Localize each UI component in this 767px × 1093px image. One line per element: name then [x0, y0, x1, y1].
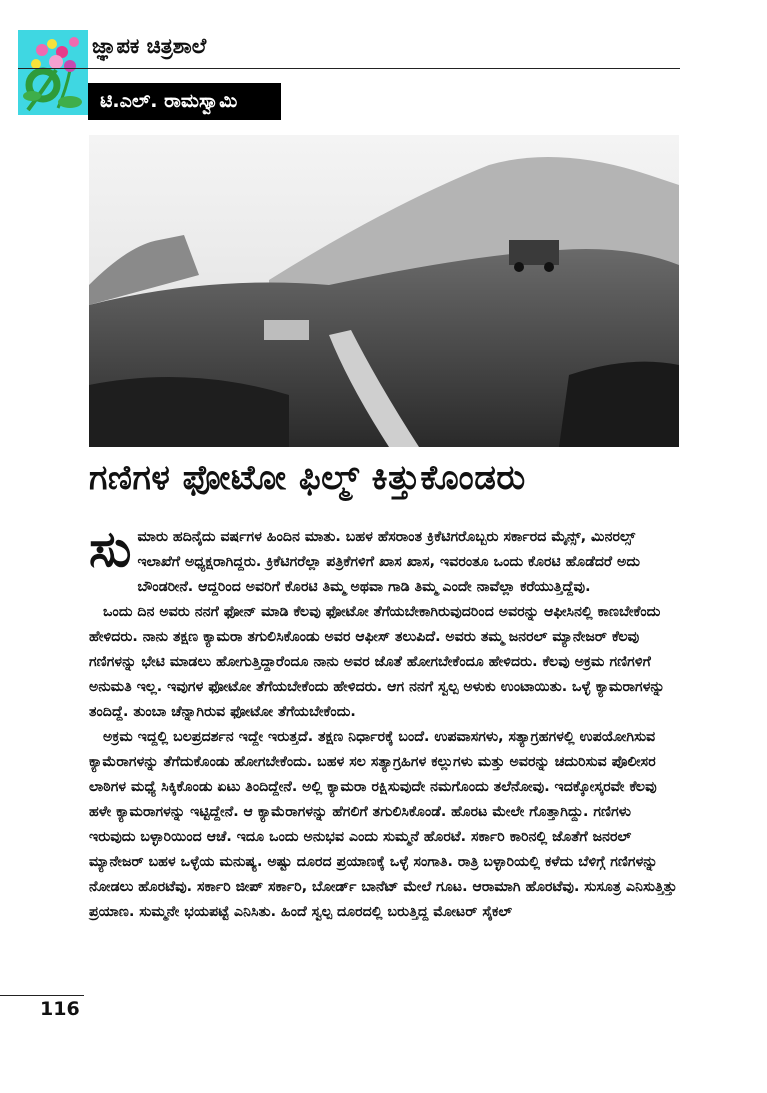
paragraph-text: ಮಾರು ಹದಿನೈದು ವರ್ಷಗಳ ಹಿಂದಿನ ಮಾತು. ಬಹಳ ಹೆಸರಾಂತ ಕ್ರಿಕೆಟಿಗರೊಬ್ಬರು ಸರ್ಕಾರದ ಮೈನ್ಸ್, ಮಿನರಲ್ಸ್ ಇಲಾಖೆಗೆ ಅಧ್ಯಕ್ಷರಾಗಿದ್ದರು. ಕ್ರಿಕೆಟಿಗರೆಲ್ಲಾ ಪತ್ರಿಕೆಗಳಿಗೆ ಖಾಸ ಖಾಸ, ಇವರಂತೂ ಒಂದು ಕೊರಟಿ ಹೊಡೆದರೆ ಅದು ಬೌಂಡರೀನೆ. ಆದ್ದರಿಂದ ಅವರಿಗೆ ಕೊರಟಿ ತಿಮ್ಮ ಅಥವಾ ಗಾಡಿ ತಿಮ್ಮ ಎಂದೇ ನಾವೆಲ್ಲಾ ಕರೆಯುತ್ತಿದ್ದೆವು. — [137, 529, 641, 595]
article-headline: ಗಣಿಗಳ ಫೋಟೋ ಫಿಲ್ಮ್ ಕಿತ್ತುಕೊಂಡರು — [89, 458, 526, 498]
series-title: ಜ್ಞಾಪಕ ಚಿತ್ರಶಾಲೆ — [92, 34, 207, 58]
page-number: 116 — [40, 998, 80, 1020]
drop-cap: ಸು — [89, 520, 132, 578]
author-box — [88, 83, 281, 120]
series-logo — [18, 30, 88, 115]
footer-divider — [0, 995, 84, 996]
paragraph — [89, 520, 679, 600]
article-body — [89, 520, 679, 925]
author-name: ಟಿ.ಎಲ್. ರಾಮಸ್ವಾಮಿ — [100, 90, 238, 112]
flower-bouquet-icon — [18, 30, 88, 115]
header-divider — [18, 68, 680, 69]
paragraph: ಒಂದು ದಿನ ಅವರು ನನಗೆ ಫೋನ್ ಮಾಡಿ ಕೆಲವು ಫೋಟೋ ತೆಗೆಯಬೇಕಾಗಿರುವುದರಿಂದ ಅವರನ್ನು ಆಫೀಸಿನಲ್ಲಿ ಕಾಣಬೇಕೆಂದು ಹೇಳಿದರು. ನಾನು ತಕ್ಷಣ ಕ್ಯಾಮರಾ ತಗುಲಿಸಿಕೊಂಡು ಅವರ ಆಫೀಸ್ ತಲುಪಿದೆ. ಅವರು ತಮ್ಮ ಜನರಲ್ ಮ್ಯಾನೇಜರ್ ಕೆಲವು ಗಣಿಗಳನ್ನು ಭೇಟಿ ಮಾಡಲು ಹೋಗುತ್ತಿದ್ದಾರೆಂದೂ ನಾನು ಅವರ ಜೊತೆ ಹೋಗಬೇಕೆಂದೂ ಹೇಳಿದರು. ಕೆಲವು ಅಕ್ರಮ ಗಣಿಗಳಿಗೆ ಅನುಮತಿ ಇಲ್ಲ. ಇವುಗಳ ಫೋಟೋ ತೆಗೆಯಬೇಕೆಂದು ಹೇಳಿದರು. ಆಗ ನನಗೆ ಸ್ವಲ್ಪ ಅಳುಕು ಉಂಟಾಯಿತು. ಒಳ್ಳೆ ಕ್ಯಾಮರಾಗಳನ್ನು ತಂದಿದ್ದೆ. ತುಂಬಾ ಚೆನ್ನಾಗಿರುವ ಫೋಟೋ ತೆಗೆಯಬೇಕೆಂದು. — [89, 604, 665, 720]
article-photo — [89, 135, 679, 447]
paragraph: ಅಕ್ರಮ ಇದ್ದಲ್ಲಿ ಬಲಪ್ರದರ್ಶನ ಇದ್ದೇ ಇರುತ್ತದೆ. ತಕ್ಷಣ ನಿರ್ಧಾರಕ್ಕೆ ಬಂದೆ. ಉಪವಾಸಗಳು, ಸತ್ಯಾಗ್ರಹಗಳಲ್ಲಿ ಉಪಯೋಗಿಸುವ ಕ್ಯಾಮೆರಾಗಳನ್ನು ತೆಗೆದುಕೊಂಡು ಹೋಗಬೇಕೆಂದು. ಬಹಳ ಸಲ ಸತ್ಯಾಗ್ರಹಿಗಳ ಕಲ್ಲುಗಳು ಮತ್ತು ಅವರನ್ನು ಚದುರಿಸುವ ಪೊಲೀಸರ ಲಾಠಿಗಳ ಮಧ್ಯೆ ಸಿಕ್ಕಿಕೊಂಡು ಏಟು ತಿಂದಿದ್ದೇನೆ. ಅಲ್ಲಿ ಕ್ಯಾಮರಾ ರಕ್ಷಿಸುವುದೇ ನಮಗೊಂದು ತಲೆನೋವು. ಇದಕ್ಕೋಸ್ಕರವೇ ಕೆಲವು ಹಳೇ ಕ್ಯಾಮರಾಗಳನ್ನು ಇಟ್ಟಿದ್ದೇನೆ. ಆ ಕ್ಯಾಮೆರಾಗಳನ್ನು ಹೆಗಲಿಗೆ ತಗುಲಿಸಿಕೊಂಡೆ. ಹೊರಟ ಮೇಲೇ ಗೊತ್ತಾಗಿದ್ದು. ಗಣಿಗಳು ಇರುವುದು ಬಳ್ಳಾರಿಯಿಂದ ಆಚೆ. ಇದೂ ಒಂದು ಅನುಭವ ಎಂದು ಸುಮ್ಮನೆ ಹೊರಟೆ. ಸರ್ಕಾರಿ ಕಾರಿನಲ್ಲಿ ಜೊತೆಗೆ ಜನರಲ್ ಮ್ಯಾನೇಜರ್ ಬಹಳ ಒಳ್ಳೆಯ ಮನುಷ್ಯ. ಅಷ್ಟು ದೂರದ ಪ್ರಯಾಣಕ್ಕೆ ಒಳ್ಳೆ ಸಂಗಾತಿ. ರಾತ್ರಿ ಬಳ್ಳಾರಿಯಲ್ಲಿ ಕಳೆದು ಬೆಳಿಗ್ಗೆ ಗಣಿಗಳನ್ನು ನೋಡಲು ಹೊರಟೆವು. ಸರ್ಕಾರಿ ಜೀಪ್ ಸರ್ಕಾರಿ, ಬೋರ್ಡ್ ಬಾನೆಟ್ ಮೇಲೆ ಗೂಟ. ಆರಾಮಾಗಿ ಹೊರಟೆವು. ಸುಸೂತ್ರ ಎನಿಸುತ್ತಿತ್ತು ಪ್ರಯಾಣ. ಸುಮ್ಮನೇ ಭಯಪಟ್ಟೆ ಎನಿಸಿತು. ಹಿಂದೆ ಸ್ವಲ್ಪ ದೂರದಲ್ಲಿ ಬರುತ್ತಿದ್ದ ಮೋಟರ್ ಸೈಕಲ್ — [89, 729, 677, 920]
